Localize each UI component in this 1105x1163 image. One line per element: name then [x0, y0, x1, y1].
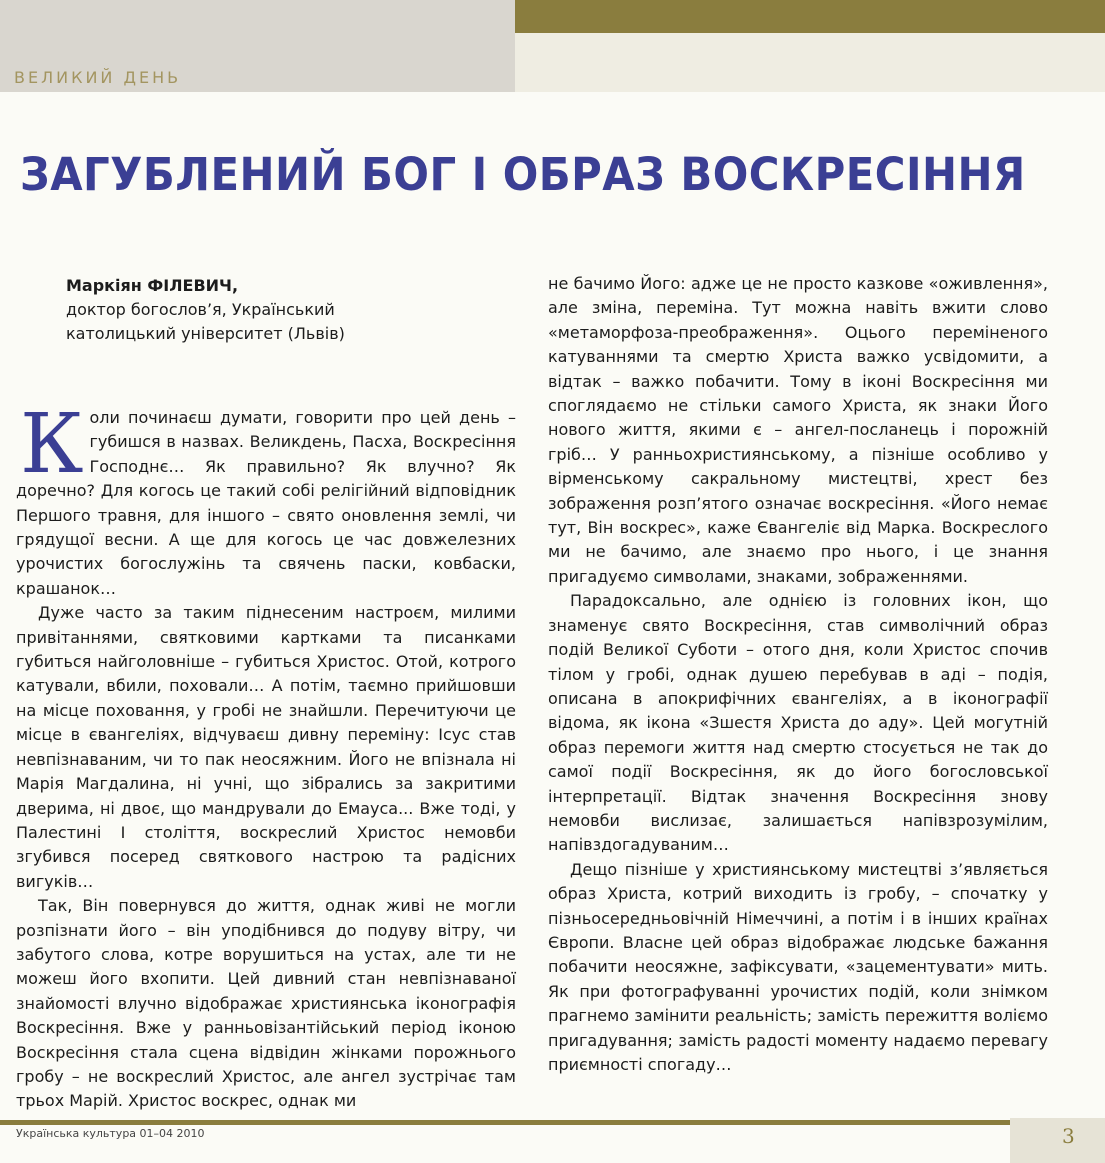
paragraph: Дуже часто за таким піднесеним настроєм, милими привітаннями, святковими картками та писанками губиться найголовніше – губиться Христос. Отой, котрого катували, вбили, поховали… А потім, таємно прийшовши на місце поховання, у гробі не знайшли. Перечитуючи це місце в євангеліях, відчуваєш дивну переміну: Ісус став невпізнаваним, чи то пак неосяжним. Його не впізнала ні Марія Магдалина, ні учні, що зібрались за закритими дверима, ні двоє, що мандрували до Емауса... Вже тоді, у Палестині I століття, воскреслий Христос немовби згубився посеред святкового настрою та радісних вигуків…: [16, 603, 516, 891]
author-credential: доктор богослов’я, Український: [66, 300, 335, 319]
page-number-box: [1010, 1118, 1105, 1163]
footer-bar: [0, 1120, 1010, 1125]
paragraph: Дещо пізніше у християнському мистецтві з’являється образ Христа, котрий виходить із гробу, – спочатку у пізньосередньовічній Німеччині, а потім і в інших країнах Європи. Власне цей образ відображає людське бажання побачити неосяжне, зафіксувати, «зацементувати» мить. Як при фотографуванні урочистих подій, коли знімком прагнемо замінити реальність; замість пережиття воліємо пригадування; замість радості моменту надаємо перевагу приємності спогаду…: [548, 859, 1048, 1074]
author-block: [66, 274, 486, 346]
footer-publication: Українська культура 01–04 2010: [16, 1127, 205, 1140]
paragraph: Так, Він повернувся до життя, однак живі не могли розпізнати його – він уподібнився до подуву вітру, чи забутого слова, котре ворушиться на устах, але ти не можеш його вхопити. Цей дивний стан невпізнаваної знайомості влучно відображає християнська іконографія Воскресіння. Вже у ранньовізантійський період іконою Воскресіння стала сцена відвідин жінками порожнього гробу – не воскреслий Христос, але ангел зустрічає там трьох Марій. Христос воскрес, однак ми: [16, 896, 516, 1111]
author-name: Маркіян ФІЛЕВИЧ,: [66, 276, 239, 295]
header-band-dark: [515, 0, 1105, 33]
drop-cap: К: [20, 397, 84, 492]
article-column-left: [16, 397, 516, 1114]
section-label: ВЕЛИКИЙ ДЕНЬ: [14, 68, 182, 87]
header-band-light: [515, 33, 1105, 92]
paragraph: [16, 397, 516, 601]
paragraph: не бачимо Його: адже це не просто казкове «оживлення», але зміна, переміна. Тут можна навіть вжити слово «метаморфоза-преображення». Оцього переміненого катуваннями та смертю Христа важко усвідомити, а відтак – важко побачити. Тому в іконі Воскресіння ми споглядаємо не стільки самого Христа, як знаки Його нового життя, якими є – ангел-посланець і порожній гріб… У ранньохристиянському, а пізніше особливо у вірменському сакральному мистецтві, хрест без зображення розп’ятого означає воскресіння. «Його немає тут, Він воскрес», каже Євангеліє від Марка. Воскреслого ми не бачимо, але знаємо про нього, і це знання пригадуємо символами, знаками, зображеннями.: [548, 274, 1048, 586]
paragraph-text: оли починаєш думати, говорити про цей день – губишся в назвах. Великдень, Пасха, Воскресіння Господнє… Як правильно? Як влучно? Як доречно? Для когось це такий собі релігійний відповідник Першого травня, для іншого – свято оновлення землі, чи грядущої весни. А ще для когось це час довжелезних урочистих богослужінь та свячень паски, ковбаски, крашанок…: [16, 408, 516, 598]
paragraph: Парадоксально, але однією із головних ікон, що знаменує свято Воскресіння, став символічний образ подій Великої Суботи – отого дня, коли Христос спочив тілом у гробі, однак душею перебував в аді – подія, описана в апокрифічних євангеліях, а в іконографії відома, як ікона «Зшестя Христа до аду». Цей могутній образ перемоги життя над смертю стосується не так до самої події Воскресіння, як до його богословської інтерпретації. Відтак значення Воскресіння знову немовби вислизає, залишається напівзрозумілим, напівздогадуваним…: [548, 591, 1048, 855]
author-affiliation: католицький університет (Львів): [66, 324, 345, 343]
article-title: ЗАГУБЛЕНИЙ БОГ І ОБРАЗ ВОСКРЕСІННЯ: [20, 148, 1026, 201]
page-number: 3: [1062, 1124, 1075, 1148]
article-column-right: [548, 272, 1048, 1077]
